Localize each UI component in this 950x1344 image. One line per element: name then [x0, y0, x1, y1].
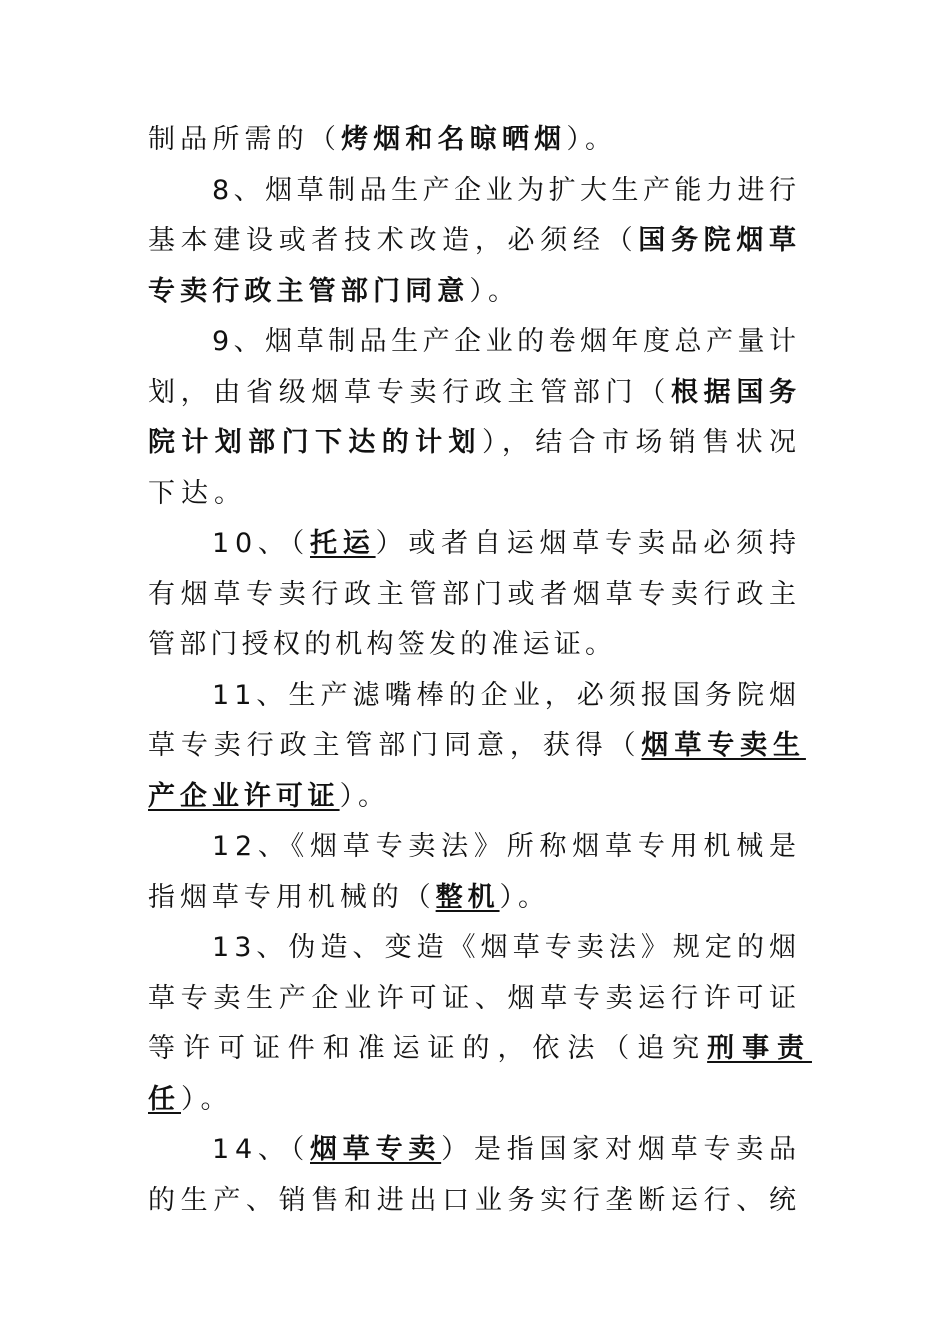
- text-segment: 8、烟草制品生产企业为扩大生产能力进行: [212, 175, 801, 206]
- text-line: [212, 325, 800, 359]
- text-segment: 9、烟草制品生产企业的卷烟年度总产量计: [212, 326, 801, 357]
- bold-text: 烤烟和名晾晒烟: [341, 124, 567, 155]
- text-line: [148, 628, 616, 662]
- bold-text: 院计划部门下达的计划: [148, 427, 482, 458]
- text-line: [148, 1083, 234, 1117]
- text-segment: 13、伪造、变造《烟草专卖法》规定的烟: [212, 932, 802, 963]
- text-line: [212, 174, 800, 208]
- text-segment: ）。: [339, 781, 390, 812]
- bold-text: 国务院烟草: [638, 225, 802, 256]
- text-line: [148, 275, 520, 309]
- text-line: [148, 1184, 802, 1218]
- text-segment: 草专卖行政主管部门同意，获得（: [148, 730, 642, 761]
- text-line: [148, 1032, 812, 1066]
- text-line: [148, 224, 802, 258]
- text-line: [212, 830, 802, 864]
- text-segment: 草专卖生产企业许可证、烟草专卖运行许可证: [148, 983, 802, 1014]
- text-segment: ）或者自运烟草专卖品必须持: [375, 528, 802, 559]
- text-segment: 12、《烟草专卖法》所称烟草专用机械是: [212, 831, 802, 862]
- text-segment: 划，由省级烟草专卖行政主管部门（: [148, 377, 671, 408]
- answer-text: 烟草专卖生: [641, 730, 806, 761]
- text-segment: 等许可证件和准运证的，依法（追究: [148, 1033, 708, 1064]
- text-line: [212, 679, 801, 713]
- text-line: [148, 982, 802, 1016]
- text-segment: 基本建设或者技术改造，必须经（: [148, 225, 639, 256]
- text-segment: ）。: [566, 124, 618, 155]
- answer-text: 烟草专卖: [310, 1134, 442, 1165]
- answer-text: 刑事责: [707, 1033, 812, 1064]
- text-segment: 制品所需的（: [148, 124, 342, 155]
- text-line: [148, 376, 802, 410]
- text-segment: ）是指国家对烟草专卖品: [441, 1134, 802, 1165]
- text-line: [148, 123, 617, 157]
- text-segment: 10、（: [212, 528, 310, 559]
- text-line: [148, 578, 802, 612]
- answer-text: 托运: [310, 528, 376, 559]
- text-segment: ）。: [181, 1084, 234, 1115]
- text-segment: 下达。: [148, 478, 247, 509]
- text-segment: 有烟草专卖行政主管部门或者烟草专卖行政主: [148, 579, 802, 610]
- text-segment: ），结合市场销售状况: [481, 427, 803, 458]
- bold-text: 根据国务: [670, 377, 802, 408]
- text-segment: 11、生产滤嘴棒的企业，必须报国务院烟: [212, 680, 802, 711]
- text-segment: ）。: [469, 276, 521, 307]
- text-line: [148, 426, 802, 460]
- answer-text: 整机: [435, 882, 500, 913]
- text-line: [148, 780, 390, 814]
- bold-text: 专卖行政主管部门同意: [148, 276, 470, 307]
- text-line: [212, 1133, 802, 1167]
- text-line: [148, 881, 550, 915]
- text-segment: 管部门授权的机构签发的准运证。: [148, 629, 617, 660]
- answer-text: 产企业许可证: [148, 781, 340, 812]
- answer-text: 任: [148, 1084, 181, 1115]
- text-segment: 14、（: [212, 1134, 310, 1165]
- text-line: [212, 527, 802, 561]
- text-line: [148, 477, 247, 511]
- text-segment: ）。: [499, 882, 550, 913]
- text-line: [148, 729, 806, 763]
- text-segment: 的生产、销售和进出口业务实行垄断运行、统: [148, 1185, 802, 1216]
- text-segment: 指烟草专用机械的（: [148, 882, 436, 913]
- text-line: [212, 931, 801, 965]
